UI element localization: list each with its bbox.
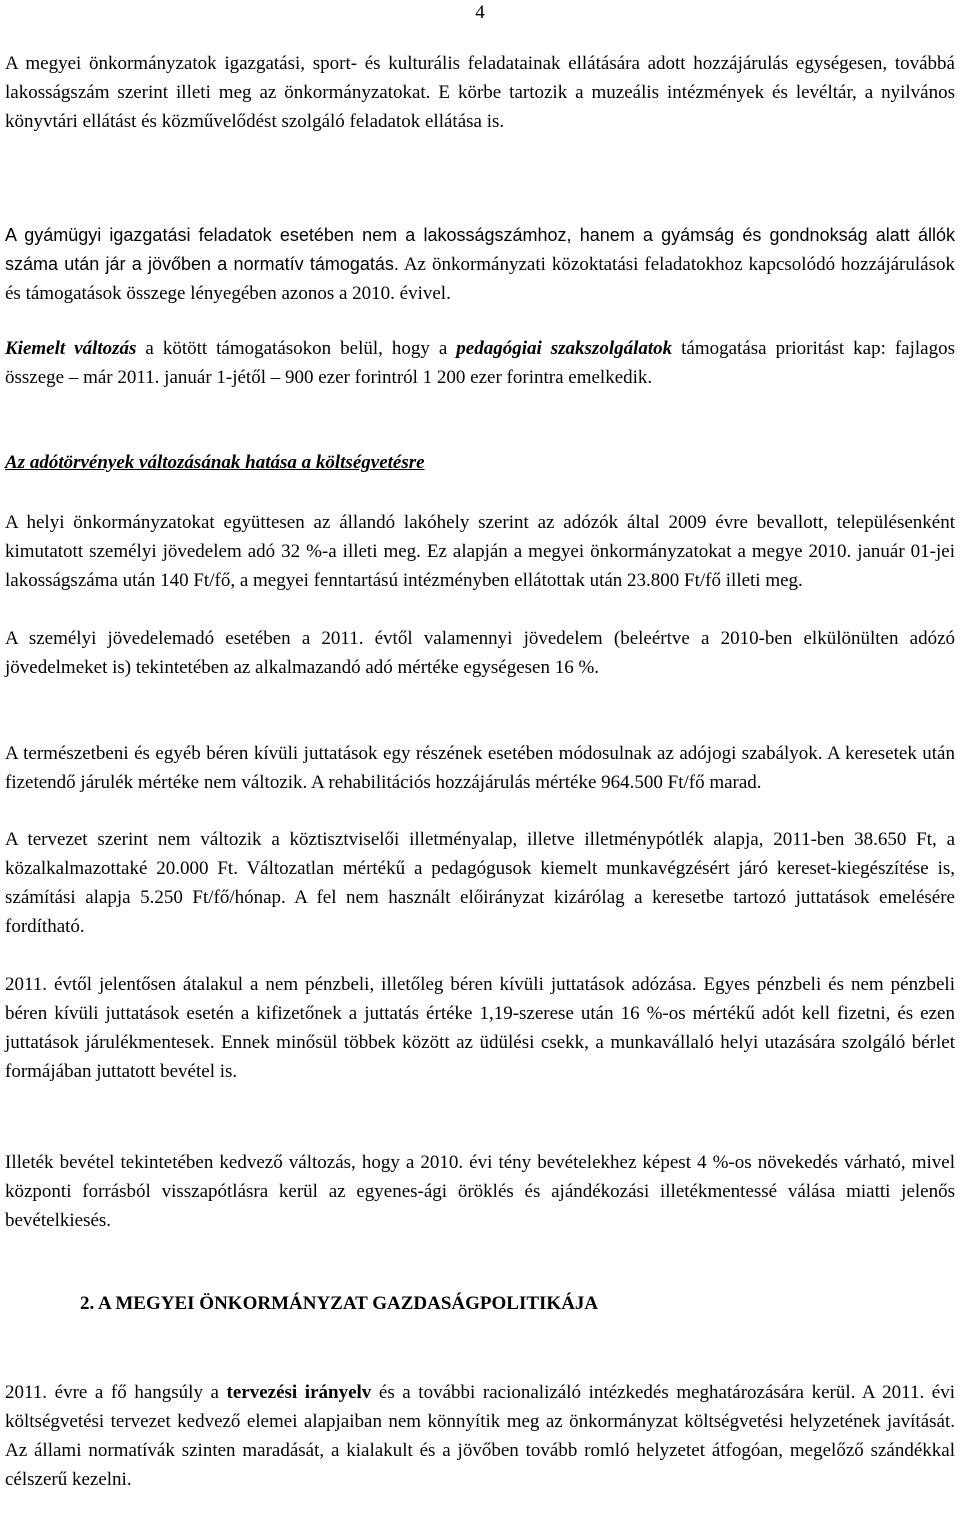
economic-policy-text-1: 2011. évre a fő hangsúly a <box>5 1382 227 1403</box>
paragraph-salary-base: A tervezet szerint nem változik a köztisztviselői illetményalap, illetve illetménypótlék alapja, 2011-ben 38.650 Ft, a közalkalmazottaké 20.000 Ft. Változatlan mértékű a pedagógusok kiemelt munkavégzésért járó kereset-kiegészítése is, számítási alapja 5.250 Ft/fő/hónap. A fel nem használt előirányzat kizárólag a keresetbe tartozó juttatások emelésére fordítható. <box>5 829 955 937</box>
paragraph-sport-culture-grant: A megyei önkormányzatok igazgatási, sport- és kulturális feladatainak ellátására adott hozzájárulás egységesen, továbbá lakosságszám szerint illeti meg az önkormányzatokat. E körbe tartozik a muzeális intézmények és levéltár, a nyilvános könyvtári ellátást és közművelődést szolgáló feladatok ellátása is. <box>5 53 955 132</box>
paragraph-local-tax-share: A helyi önkormányzatokat együttesen az állandó lakóhely szerint az adózók által 2009 évre bevallott, településenként kimutatott személyi jövedelem adó 32 %-a illeti meg. Ez alapján a megyei önkormányzatokat a megye 2010. január 01-jei lakosságszáma után 140 Ft/fő, a megyei fenntartású intézményben ellátottak után 23.800 Ft/fő illeti meg. <box>5 512 955 591</box>
economic-policy-text-2: és a további racionalizáló intézkedés meghatározására kerül. A 2011. évi költségvetési tervezet kedvező elemei alapjaiban nem könnyítik meg az önkormányzat költségvetési helyzetének javítását. Az állami normatívák szinten maradását, a kialakult és a jövőben tovább romló helyzetet átfogóan, megelőző szándékkal célszerű kezelni. <box>5 1382 955 1490</box>
education-sentence: Az önkormányzati közoktatási feladatokhoz kapcsolódó hozzájárulások és támogatások összege lényegében azonos a 2010. évivel. <box>5 254 955 304</box>
paragraph-benefits-in-kind: A természetbeni és egyéb béren kívüli juttatások egy részének esetében módosulnak az adójogi szabályok. A keresetek után fizetendő járulék mértéke nem változik. A rehabilitációs hozzájárulás mértéke 964.500 Ft/fő marad. <box>5 743 955 793</box>
paragraph-duty-revenue: Illeték bevétel tekintetében kedvező változás, hogy a 2010. évi tény bevételekhez képest 4 %-os növekedés várható, mivel központi forrásból visszapótlásra kerül az egyenes-ági öröklés és ajándékozási illetékmentessé válása miatti jelenős bevételkiesés. <box>5 1152 955 1231</box>
paragraph-non-cash-benefits: 2011. évtől jelentősen átalakul a nem pénzbeli, illetőleg béren kívüli juttatások adózása. Egyes pénzbeli és nem pénzbeli béren kívüli juttatások esetén a kifizetőnek a juttatás értéke 1,19-szerese után 16 %-os mértékű adót kell fizetni, és ezen juttatások járulékmentesek. Ennek minősül többek között az üdülési csekk, a munkavállaló helyi utazására szolgáló bérlet formájában juttatott bevétel is. <box>5 974 955 1082</box>
key-change-text-1: a kötött támogatásokon belül, hogy a <box>136 338 457 359</box>
paragraph-economic-policy <box>5 1378 955 1494</box>
paragraph-personal-income-tax: A személyi jövedelemadó esetében a 2011. évtől valamennyi jövedelem (beleértve a 2010-ben elkülönülten adózó jövedelmeket is) tekintetében az alkalmazandó adó mértéke egységesen 16 %. <box>5 628 955 678</box>
chapter-heading-economic-policy: 2. A MEGYEI ÖNKORMÁNYZAT GAZDASÁGPOLITIKÁJA <box>80 1293 599 1314</box>
key-change-emphasis: Kiemelt változás <box>5 338 137 359</box>
pedagogical-services-emphasis: pedagógiai szakszolgálatok <box>456 338 673 359</box>
paragraph-key-change <box>5 334 955 392</box>
page-number: 4 <box>475 2 485 23</box>
planning-guideline-emphasis: tervezési irányelv <box>226 1382 372 1403</box>
section-heading-tax-laws: Az adótörvények változásának hatása a költségvetésre <box>5 452 425 473</box>
paragraph-guardianship-education <box>5 221 955 308</box>
key-change-text-2: támogatása prioritást kap: fajlagos összege – már 2011. január 1-jétől – 900 ezer forintról 1 200 ezer forintra emelkedik. <box>5 338 955 388</box>
guardianship-sentence: A gyámügyi igazgatási feladatok esetében nem a lakosságszámhoz, hanem a gyámság és gondnokság alatt állók száma után jár a jövőben a normatív támogatás. <box>5 225 955 274</box>
